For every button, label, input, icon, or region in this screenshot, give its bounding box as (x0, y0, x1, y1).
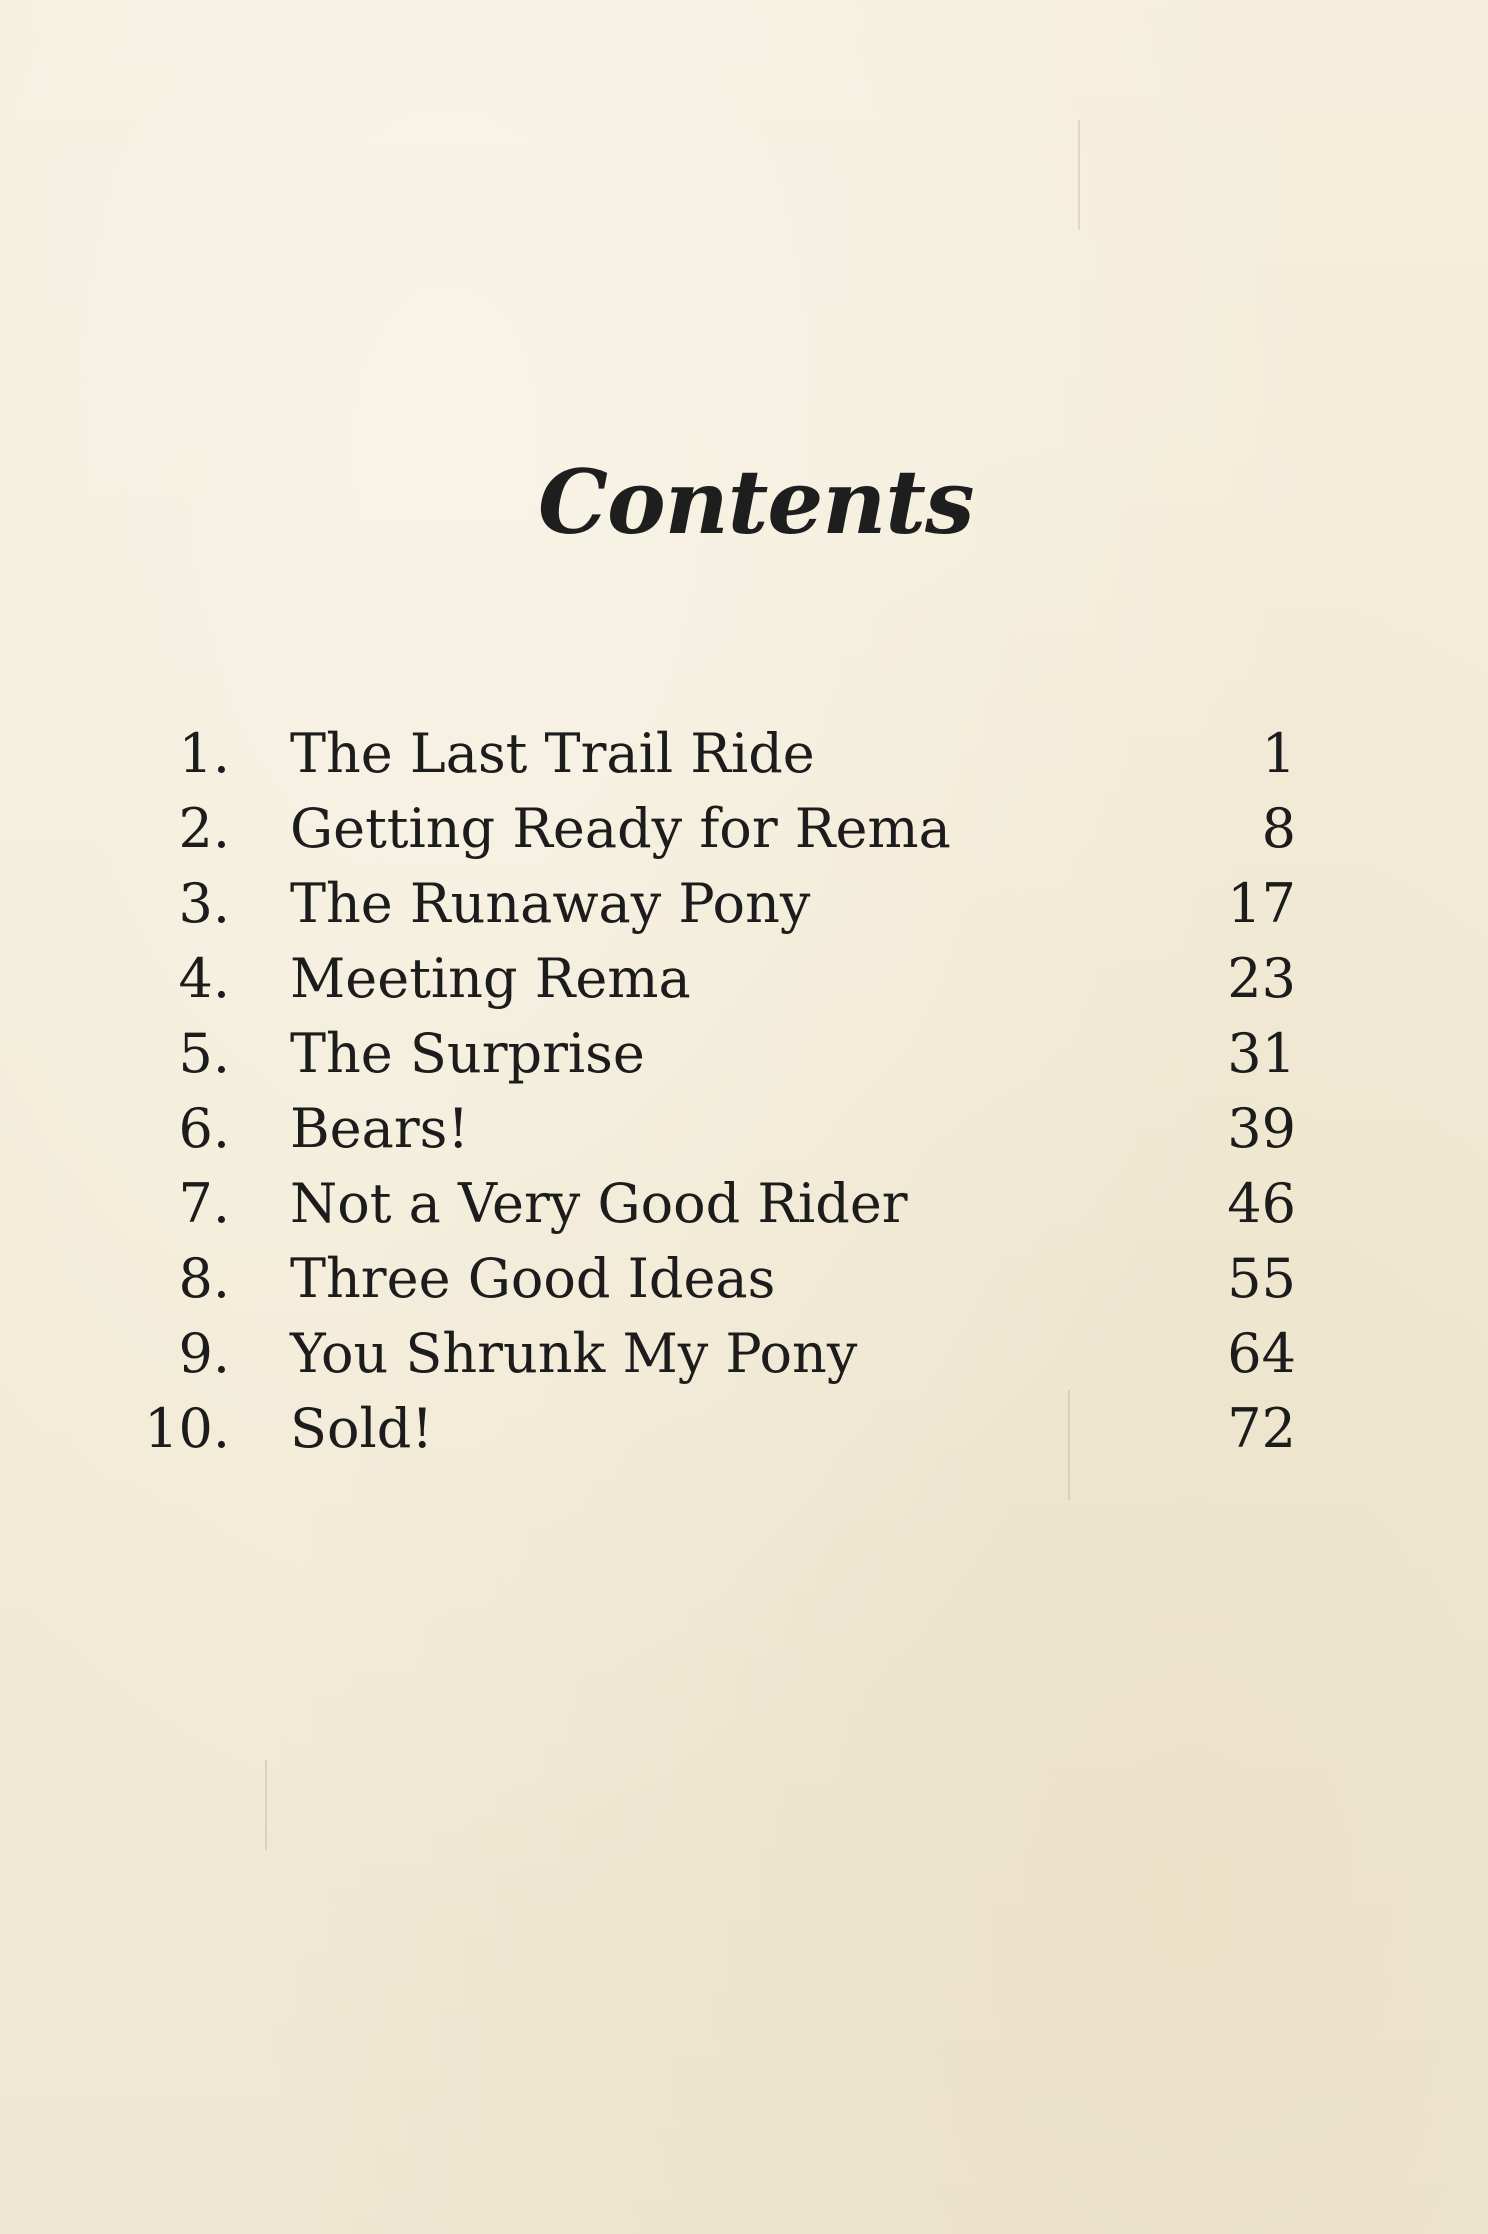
toc-entry (0, 866, 1488, 941)
toc-entry (0, 1091, 1488, 1166)
chapter-page: 1 (1261, 722, 1296, 785)
chapter-number: 3. (178, 872, 230, 935)
chapter-page: 64 (1227, 1322, 1296, 1385)
chapter-title: The Runaway Pony (290, 872, 811, 935)
chapter-page: 8 (1261, 797, 1296, 860)
chapter-number: 10. (144, 1397, 230, 1460)
chapter-title: The Surprise (290, 1022, 645, 1085)
paper-speck (265, 1760, 267, 1850)
chapter-page: 55 (1227, 1247, 1296, 1310)
page-title: Contents (538, 449, 974, 554)
chapter-page: 17 (1227, 872, 1296, 935)
chapter-number: 1. (178, 722, 230, 785)
chapter-number: 7. (178, 1172, 230, 1235)
chapter-title: Bears! (290, 1097, 470, 1160)
chapter-title: Three Good Ideas (290, 1247, 776, 1310)
table-of-contents (0, 716, 1488, 1466)
toc-entry (0, 941, 1488, 1016)
chapter-number: 8. (178, 1247, 230, 1310)
toc-entry (0, 716, 1488, 791)
toc-entry (0, 1016, 1488, 1091)
chapter-number: 2. (178, 797, 230, 860)
chapter-page: 72 (1227, 1397, 1296, 1460)
chapter-number: 9. (178, 1322, 230, 1385)
chapter-number: 4. (178, 947, 230, 1010)
chapter-title: Sold! (290, 1397, 434, 1460)
chapter-title: You Shrunk My Pony (290, 1322, 858, 1385)
chapter-page: 46 (1227, 1172, 1296, 1235)
paper-speck (1078, 120, 1080, 230)
toc-entry (0, 1391, 1488, 1466)
chapter-title: Not a Very Good Rider (290, 1172, 908, 1235)
chapter-title: The Last Trail Ride (290, 722, 815, 785)
toc-entry (0, 1241, 1488, 1316)
chapter-title: Meeting Rema (290, 947, 691, 1010)
chapter-title: Getting Ready for Rema (290, 797, 951, 860)
chapter-number: 6. (178, 1097, 230, 1160)
toc-entry (0, 791, 1488, 866)
chapter-number: 5. (178, 1022, 230, 1085)
chapter-page: 39 (1227, 1097, 1296, 1160)
chapter-page: 23 (1227, 947, 1296, 1010)
toc-entry (0, 1316, 1488, 1391)
chapter-page: 31 (1227, 1022, 1296, 1085)
toc-entry (0, 1166, 1488, 1241)
